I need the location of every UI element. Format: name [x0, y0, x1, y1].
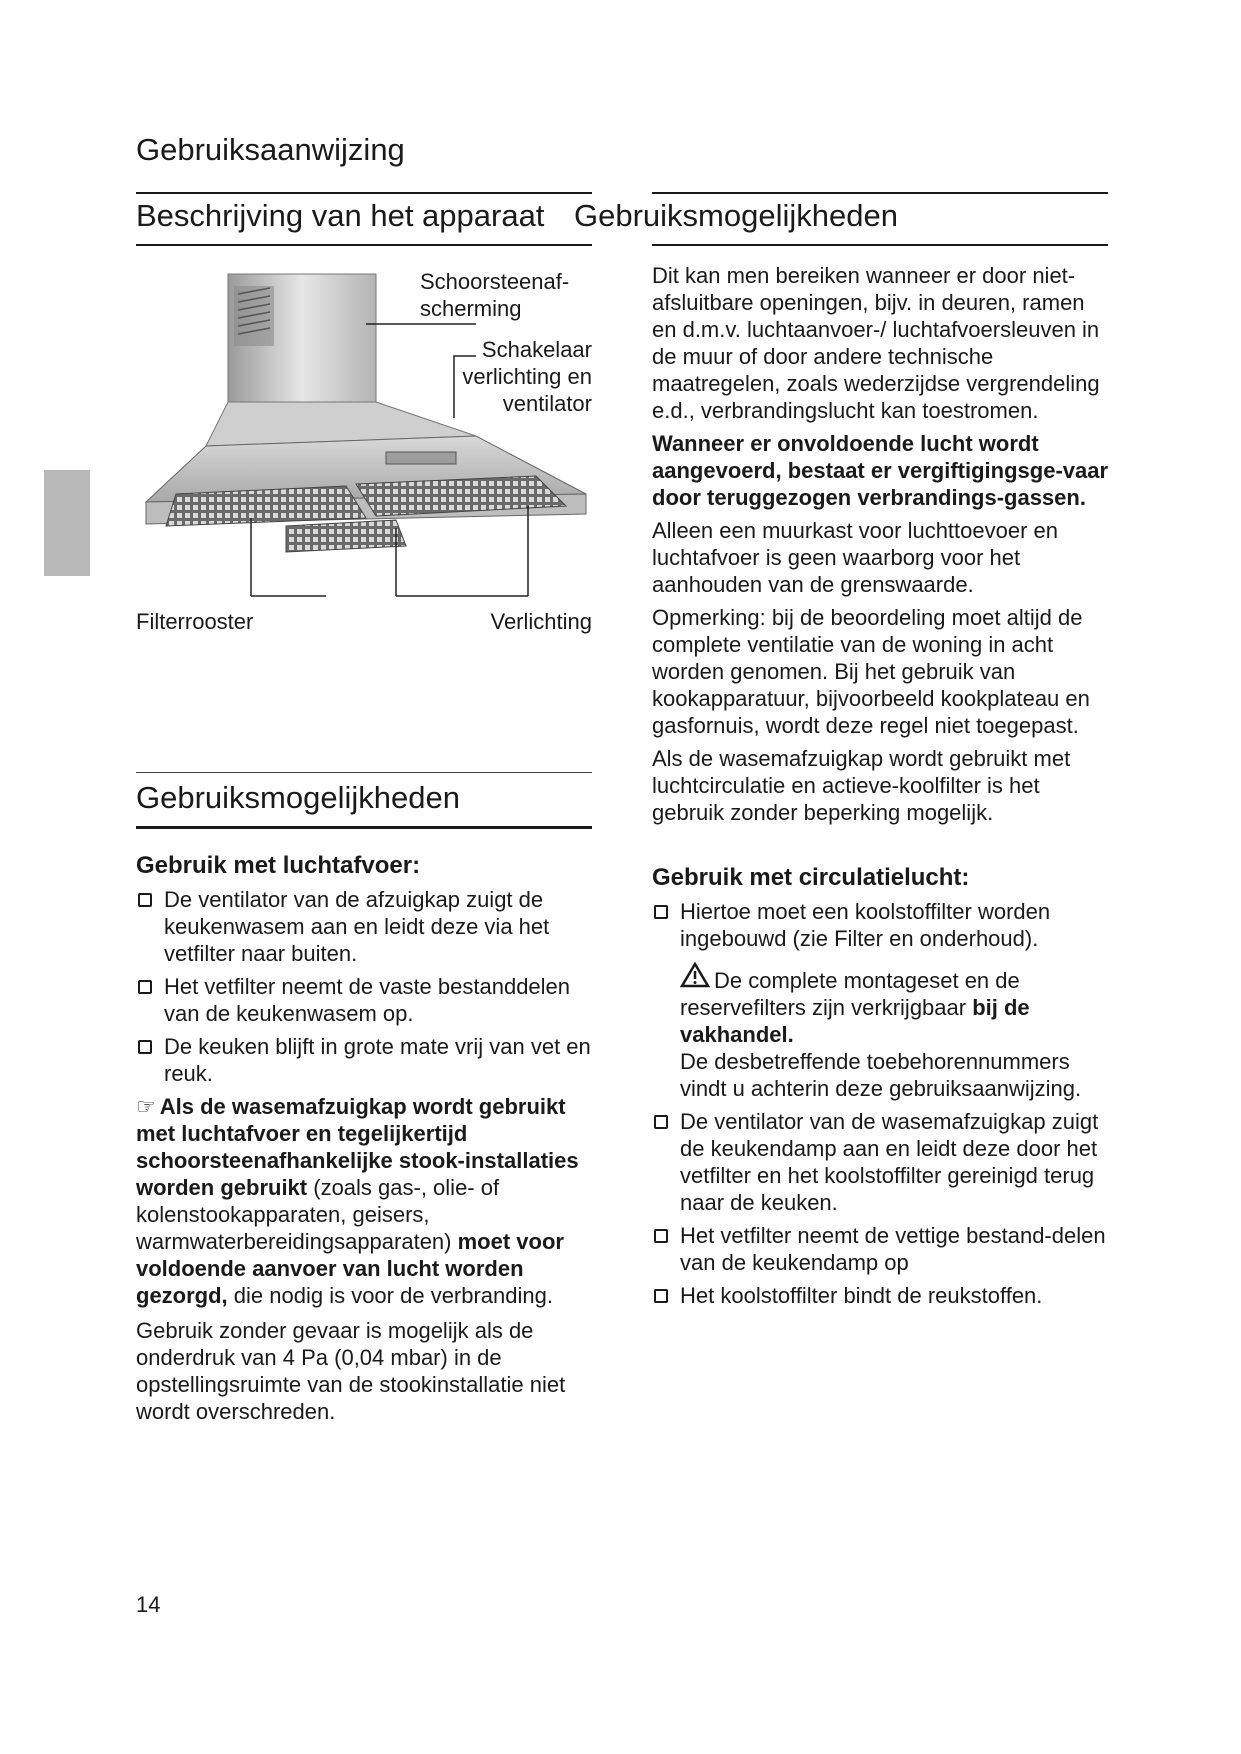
list-item: [652, 1222, 1110, 1276]
right-column: [652, 262, 1110, 1309]
label-chimney-line1: Schoorsteenaf-: [420, 269, 570, 294]
accessory-numbers-text: De desbetreffende toebehorennummers vindt u achterin deze gebruiksaanwijzing.: [680, 1049, 1082, 1101]
rule-right-bottom: [652, 244, 1108, 246]
label-filter-grille: Filterrooster: [136, 609, 254, 634]
paragraph-air-supply: Dit kan men bereiken wanneer er door niet-afsluitbare openingen, bijv. in deuren, ramen en d.m.v. luchtaanvoer-/ luchtafvoersleuven in de muur of door andere technische maatregelen, zoals wederzijdse vergrendeling e.d., verbrandingslucht kan toestromen.: [652, 263, 1100, 423]
exhaust-warning: [136, 1093, 596, 1309]
checkbox-bullet-icon: [654, 1289, 668, 1303]
subtitle-exhaust: Gebruik met luchtafvoer:: [136, 852, 421, 879]
checkbox-bullet-icon: [138, 893, 152, 907]
list-item: [136, 886, 596, 967]
checkbox-bullet-icon: [654, 905, 668, 919]
page-number: 14: [136, 1592, 161, 1617]
list-item-text: De ventilator van de afzuigkap zuigt de keukenwasem aan en leidt deze via het vetfilter naar buiten.: [164, 887, 550, 966]
warning-normal-2: die nodig is voor de verbranding.: [227, 1283, 553, 1308]
label-chimney-cover: [420, 268, 592, 322]
rule-left-bottom: [136, 244, 592, 246]
accessory-note: [652, 962, 1110, 1102]
rule-usage-bottom: [136, 826, 592, 829]
label-chimney-line2: scherming: [420, 296, 522, 321]
list-item-text: De ventilator van de wasemafzuigkap zuigt de keukendamp aan en leidt deze door het vetfilter en het koolstoffilter gereinigd terug naar de keuken.: [680, 1109, 1099, 1215]
list-item: [652, 1282, 1110, 1309]
rule-right-top: [652, 192, 1108, 194]
safe-usage-text: Gebruik zonder gevaar is mogelijk als de onderdruk van 4 Pa (0,04 mbar) in de opstellingsruimte van de stookinstallatie niet wordt overschreden.: [136, 1318, 566, 1424]
note-bold: bij de vakhandel.: [680, 995, 1030, 1047]
exhaust-section: [136, 852, 596, 1425]
section-title-description: Beschrijving van het apparaat: [136, 198, 545, 233]
list-item-text: Het koolstoffilter bindt de reukstoffen.: [680, 1283, 1043, 1308]
label-switch-line2: verlichting en: [462, 364, 592, 389]
section-title-usage: Gebruiksmogelijkheden: [136, 780, 460, 815]
warning-triangle-icon: [680, 962, 710, 994]
label-switch-line3: ventilator: [502, 391, 592, 416]
pointing-hand-icon: ☞: [136, 1094, 156, 1119]
side-tab-marker: [44, 470, 90, 576]
subtitle-circulation: Gebruik met circulatielucht:: [652, 864, 970, 891]
list-item: [652, 898, 1110, 952]
warning-normal-1: (zoals gas-, olie- of kolenstookapparaten, geisers, warmwaterbereidingsapparaten): [136, 1175, 500, 1254]
document-title: Gebruiksaanwijzing: [136, 132, 405, 167]
list-item: [652, 1108, 1110, 1216]
section-title-usage-right: Gebruiksmogelijkheden: [574, 198, 898, 233]
list-item: [136, 973, 596, 1027]
label-switch-line1: Schakelaar: [481, 337, 592, 362]
list-item-text: Het vetfilter neemt de vettige bestand-delen van de keukendamp op: [680, 1223, 1106, 1275]
note-normal: De complete montageset en de reservefilters zijn verkrijgbaar: [680, 968, 1020, 1020]
rule-usage-top: [136, 772, 592, 773]
accessory-note-text: [680, 962, 1110, 1048]
warning-bold-1: Als de wasemafzuigkap wordt gebruikt met luchtafvoer en tegelijkertijd schoorsteenafhankelijke stook-installaties worden gebruikt: [136, 1094, 579, 1200]
list-item-text: Hiertoe moet een koolstoffilter worden ingebouwd (zie Filter en onderhoud).: [680, 899, 1051, 951]
paragraph-recirculation: Als de wasemafzuigkap wordt gebruikt met luchtcirculatie en actieve-koolfilter is het gebruik zonder beperking mogelijk.: [652, 746, 1071, 825]
list-item-text: Het vetfilter neemt de vaste bestanddelen van de keukenwasem op.: [164, 974, 571, 1026]
checkbox-bullet-icon: [654, 1115, 668, 1129]
list-item-text: De keuken blijft in grote mate vrij van vet en reuk.: [164, 1034, 591, 1086]
rule-left-top: [136, 192, 592, 194]
warning-bold-2: moet voor voldoende aanvoer van lucht worden gezorgd,: [136, 1229, 564, 1308]
paragraph-wall-unit: Alleen een muurkast voor luchttoevoer en luchtafvoer is geen waarborg voor het aanhouden van de grenswaarde.: [652, 518, 1059, 597]
label-switch: [420, 336, 592, 417]
paragraph-poison-warning: Wanneer er onvoldoende lucht wordt aangevoerd, bestaat er vergiftigingsge-vaar door teruggezogen verbrandings-gassen.: [652, 431, 1109, 510]
list-item: [136, 1033, 596, 1087]
checkbox-bullet-icon: [138, 980, 152, 994]
checkbox-bullet-icon: [138, 1040, 152, 1054]
checkbox-bullet-icon: [654, 1229, 668, 1243]
paragraph-remark: Opmerking: bij de beoordeling moet altijd de complete ventilatie van de woning in acht worden genomen. Bij het gebruik van kookapparatuur, bijvoorbeeld kookplateau en gasfornuis, wordt deze regel niet toegepast.: [652, 605, 1090, 738]
label-lighting: Verlichting: [490, 609, 592, 634]
